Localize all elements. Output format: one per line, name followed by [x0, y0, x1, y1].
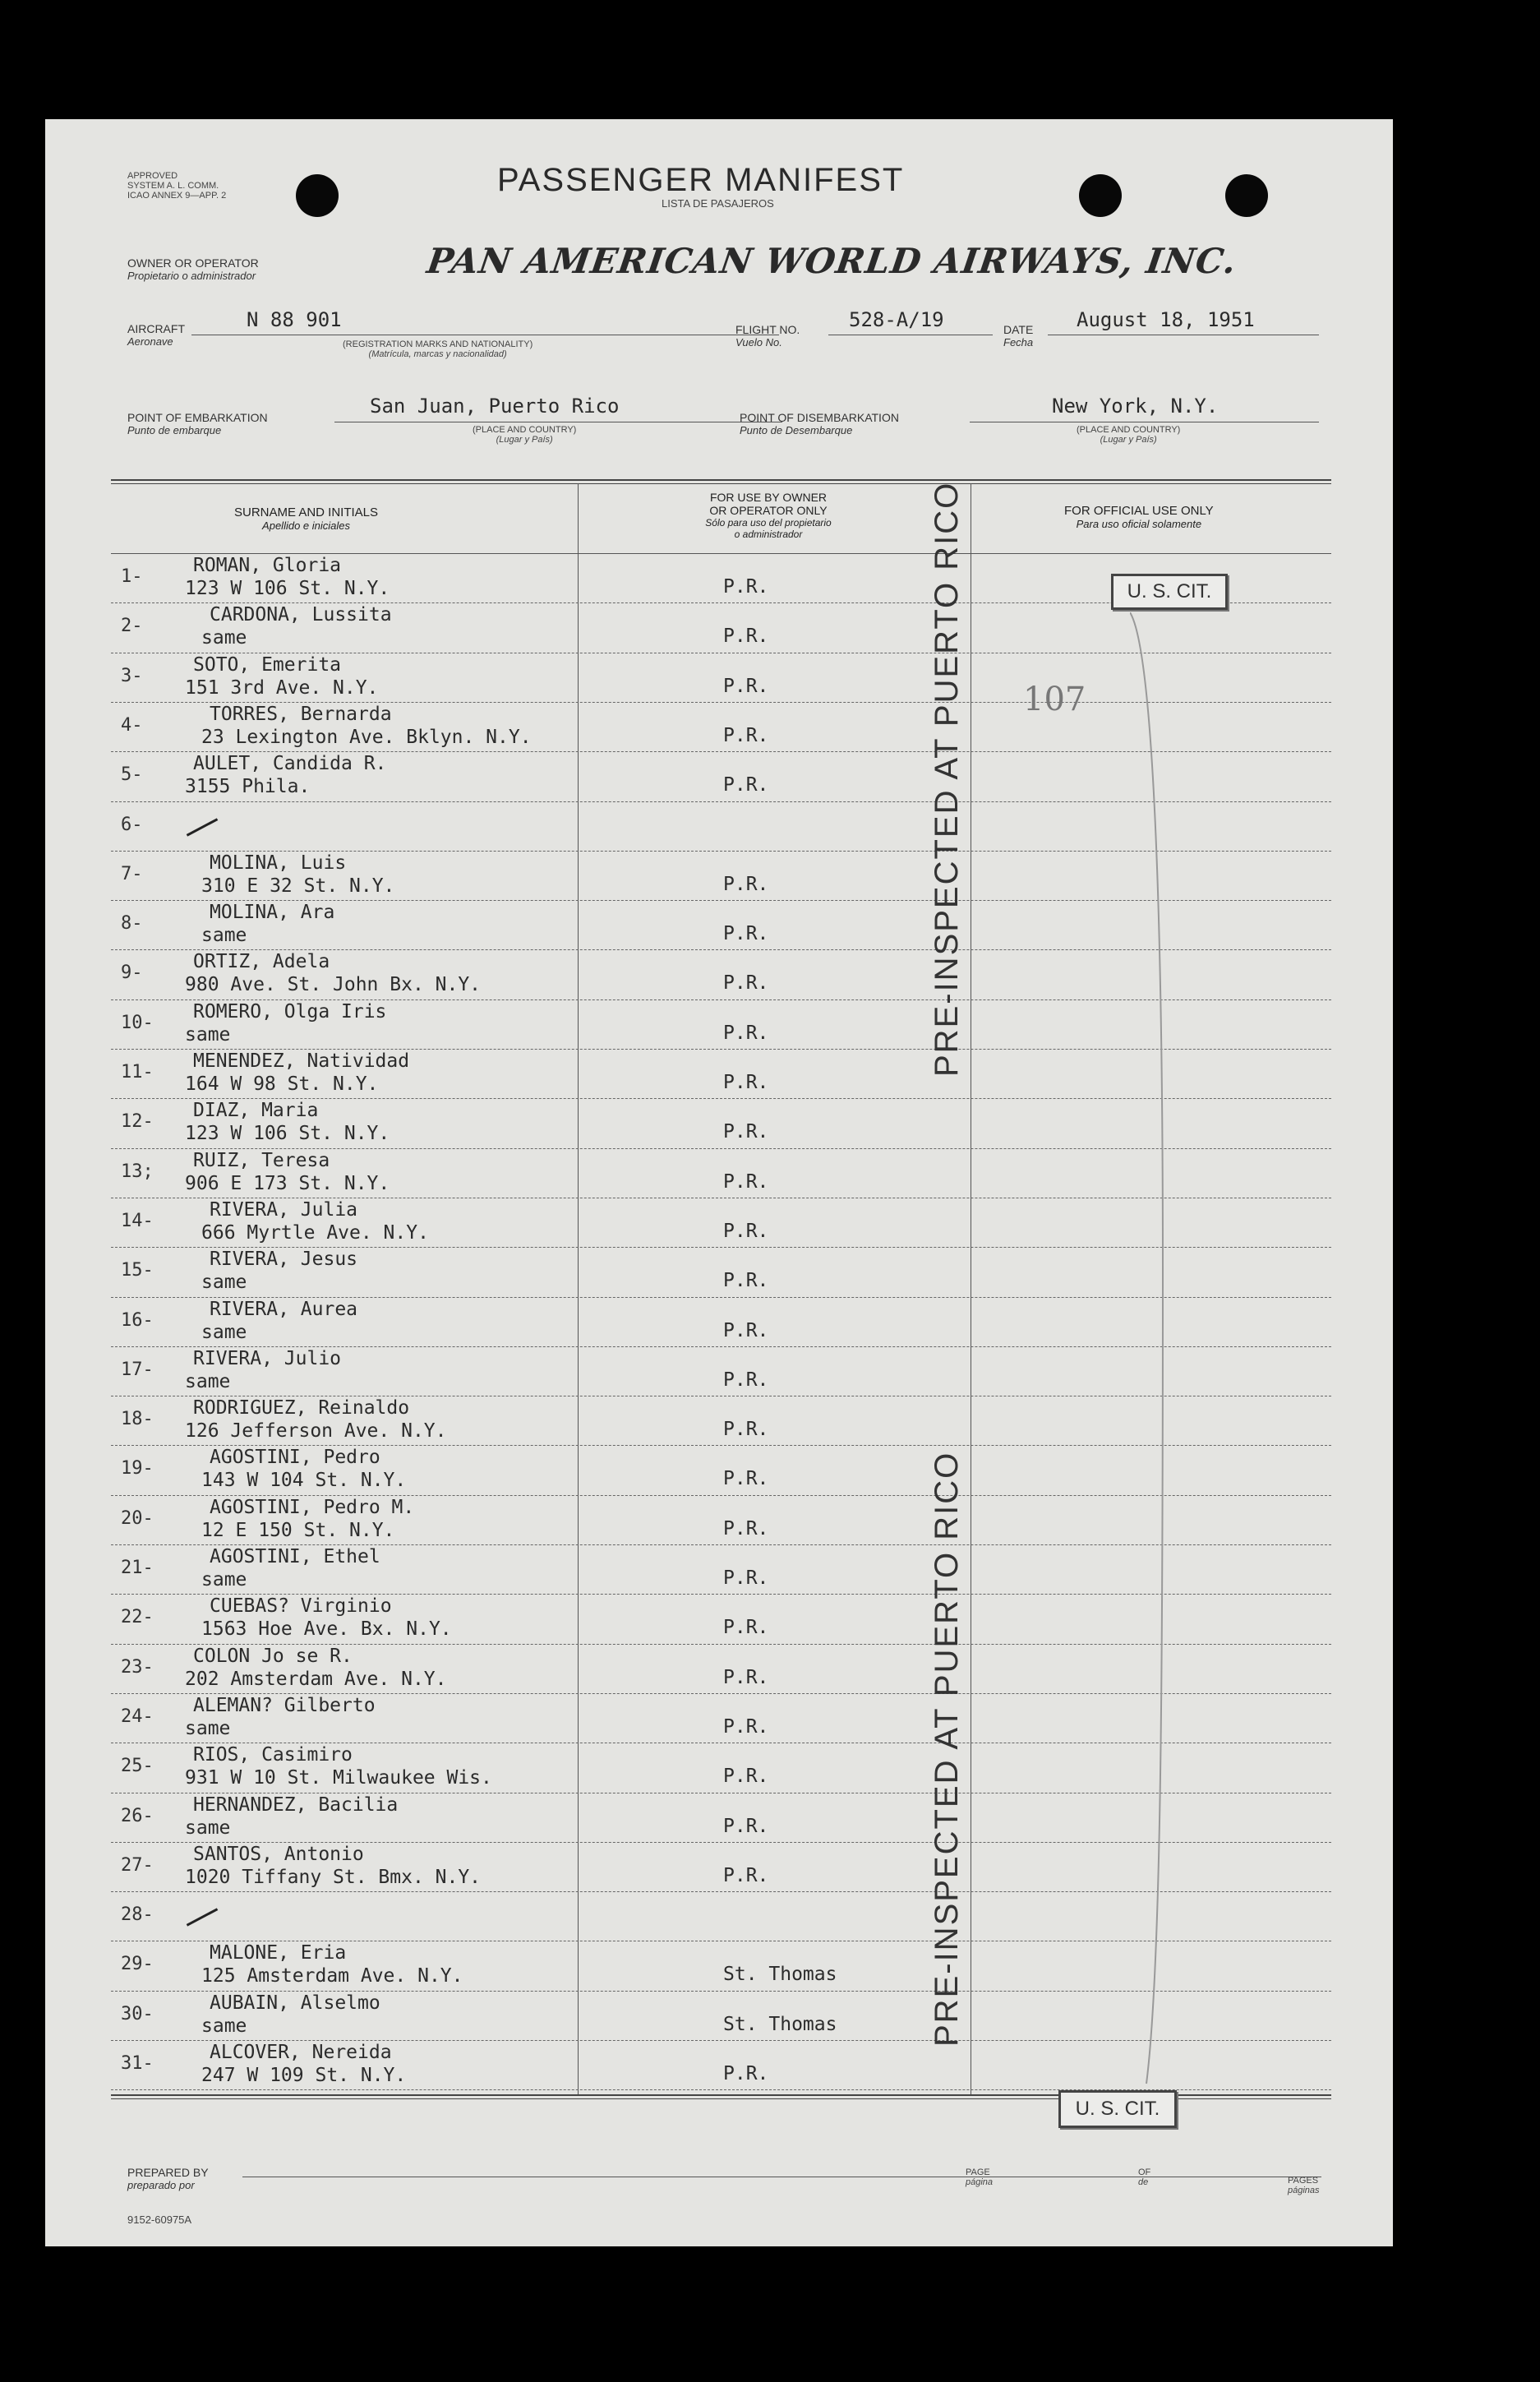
row-number: 7-	[121, 863, 143, 884]
passenger-address: same	[185, 1370, 231, 1392]
owner-use-entry: P.R.	[723, 774, 769, 796]
passenger-address: same	[201, 2015, 247, 2037]
owner-use-entry: P.R.	[723, 626, 769, 648]
passenger-name: COLON Jo se R.	[193, 1645, 353, 1667]
official-use-column-header: FOR OFFICIAL USE ONLY Para uso oficial solamente	[1064, 504, 1214, 530]
aircraft-caption: (REGISTRATION MARKS AND NATIONALITY) (Matrícula, marcas y nacionalidad)	[343, 339, 533, 359]
prepared-by-label: PREPARED BY preparado por	[127, 2166, 209, 2191]
flight-label: FLIGHT NO. Vuelo No.	[735, 323, 800, 349]
us-citizen-stamp: U. S. CIT.	[1058, 2090, 1177, 2128]
owner-use-entry: P.R.	[723, 1864, 769, 1886]
passenger-name: ALEMAN? Gilberto	[193, 1694, 376, 1716]
passenger-name: HERNANDEZ, Bacilia	[193, 1793, 399, 1816]
owner-use-entry: P.R.	[723, 1072, 769, 1093]
passenger-name: RIVERA, Aurea	[210, 1298, 358, 1320]
passenger-name: ALCOVER, Nereida	[210, 2042, 392, 2063]
passenger-name: RUIZ, Teresa	[193, 1149, 330, 1171]
row-number: 15-	[121, 1260, 154, 1281]
row-number: 11-	[121, 1062, 154, 1083]
passenger-address: 151 3rd Ave. N.Y.	[185, 676, 379, 699]
passenger-name: MOLINA, Luis	[210, 852, 347, 874]
passenger-address: 3155 Phila.	[185, 776, 311, 798]
passenger-address: 164 W 98 St. N.Y.	[185, 1073, 379, 1095]
passenger-name: DIAZ, Maria	[193, 1100, 319, 1122]
handwritten-count: 107	[1023, 681, 1086, 718]
owner-use-entry: P.R.	[723, 1022, 769, 1044]
passenger-name: MOLINA, Ara	[210, 902, 335, 924]
preinspected-stamp: PRE-INSPECTED AT PUERTO RICO	[929, 1451, 965, 2047]
passenger-address: 1020 Tiffany St. Bmx. N.Y.	[185, 1866, 482, 1888]
disembarkation-value: New York, N.Y.	[1052, 395, 1219, 418]
owner-use-entry: P.R.	[723, 1369, 769, 1391]
owner-use-entry: St. Thomas	[723, 1964, 837, 1986]
row-number: 6-	[121, 814, 143, 835]
passenger-address: 666 Myrtle Ave. N.Y.	[201, 1221, 429, 1244]
surname-column-header: SURNAME AND INITIALS Apellido e iniciales	[234, 505, 379, 532]
row-number: 5-	[121, 764, 143, 786]
owner-use-entry: P.R.	[723, 1567, 769, 1589]
approval-line-1: APPROVED	[127, 171, 178, 181]
page-label: PAGE página	[966, 2167, 994, 2187]
row-number: 21-	[121, 1558, 154, 1578]
passenger-address: 126 Jefferson Ave. N.Y.	[185, 1420, 447, 1443]
passenger-address: 143 W 104 St. N.Y.	[201, 1470, 407, 1492]
aircraft-value: N 88 901	[247, 308, 342, 331]
row-number: 24-	[121, 1706, 154, 1727]
owner-use-entry: P.R.	[723, 1319, 769, 1341]
passenger-name: ROMAN, Gloria	[193, 555, 342, 576]
owner-use-entry: P.R.	[723, 923, 769, 945]
owner-use-entry: P.R.	[723, 724, 769, 746]
passenger-address: same	[201, 925, 247, 947]
passenger-name: AGOSTINI, Ethel	[210, 1546, 380, 1567]
passenger-address: 1563 Hoe Ave. Bx. N.Y.	[201, 1618, 452, 1641]
owner-use-entry: P.R.	[723, 873, 769, 895]
passenger-name: ROMERO, Olga Iris	[193, 1000, 387, 1023]
form-code: 9152-60975A	[127, 2214, 192, 2226]
owner-use-column-header: FOR USE BY OWNER OR OPERATOR ONLY Sólo para uso del propietario o administrador	[705, 491, 832, 540]
owner-use-entry: P.R.	[723, 1121, 769, 1143]
row-number: 29-	[121, 1954, 154, 1975]
passenger-name: CUEBAS? Virginio	[210, 1595, 392, 1618]
row-number: 4-	[121, 714, 143, 736]
owner-use-entry: P.R.	[723, 1170, 769, 1193]
owner-use-entry: P.R.	[723, 972, 769, 995]
owner-use-entry: P.R.	[723, 1270, 769, 1292]
owner-use-entry: P.R.	[723, 1715, 769, 1738]
passenger-name: RIVERA, Julia	[210, 1198, 358, 1221]
passenger-address: same	[201, 1321, 247, 1343]
owner-use-entry: P.R.	[723, 1468, 769, 1490]
passenger-address: 12 E 150 St. N.Y.	[201, 1519, 395, 1541]
owner-use-entry: P.R.	[723, 1517, 769, 1540]
row-number: 28-	[121, 1904, 154, 1926]
date-value: August 18, 1951	[1077, 308, 1255, 331]
row-number: 31-	[121, 2053, 154, 2074]
flight-value: 528-A/19	[849, 308, 944, 331]
row-number: 9-	[121, 962, 143, 984]
row-number: 1-	[121, 566, 143, 587]
passenger-address: 906 E 173 St. N.Y.	[185, 1172, 390, 1194]
row-number: 3-	[121, 665, 143, 686]
passenger-address: same	[201, 627, 247, 649]
passenger-address: same	[201, 1272, 247, 1294]
table-header-rule	[111, 553, 1331, 554]
row-number: 2-	[121, 616, 143, 637]
punch-hole	[296, 174, 339, 217]
owner-use-entry: P.R.	[723, 1766, 769, 1788]
preinspected-stamp: PRE-INSPECTED AT PUERTO RICO	[929, 481, 965, 1077]
airline-name: PAN AMERICAN WORLD AIRWAYS, INC.	[424, 241, 1240, 281]
passenger-name: MALONE, Eria	[210, 1942, 347, 1964]
passenger-address: same	[185, 1817, 231, 1839]
passenger-name: RODRIGUEZ, Reinaldo	[193, 1397, 410, 1420]
embarkation-value: San Juan, Puerto Rico	[370, 395, 620, 418]
passenger-name: SOTO, Emerita	[193, 653, 342, 676]
blank-row-mark	[187, 818, 218, 836]
of-label: OF de	[1138, 2167, 1151, 2187]
owner-use-entry: P.R.	[723, 1419, 769, 1441]
passenger-name: SANTOS, Antonio	[193, 1843, 364, 1865]
table-top-rule-2	[111, 483, 1331, 484]
owner-use-entry: P.R.	[723, 675, 769, 697]
row-number: 16-	[121, 1309, 154, 1331]
embarkation-label: POINT OF EMBARKATION Punto de embarque	[127, 411, 268, 436]
row-number: 20-	[121, 1507, 154, 1529]
passenger-address: 980 Ave. St. John Bx. N.Y.	[185, 974, 482, 996]
disembarkation-caption: (PLACE AND COUNTRY) (Lugar y País)	[1077, 425, 1181, 445]
row-number: 13;	[121, 1161, 154, 1182]
row-number: 14-	[121, 1210, 154, 1231]
passenger-name: AULET, Candida R.	[193, 753, 387, 775]
page-subtitle: LISTA DE PASAJEROS	[662, 197, 774, 210]
passenger-address: 931 W 10 St. Milwaukee Wis.	[185, 1767, 492, 1789]
column-divider-1	[578, 483, 579, 2094]
passenger-name: AUBAIN, Alselmo	[210, 1992, 380, 2014]
pages-label: PAGES páginas	[1288, 2176, 1320, 2195]
owner-use-entry: St. Thomas	[723, 2013, 837, 2035]
passenger-name: RIVERA, Jesus	[210, 1249, 358, 1271]
row-number: 19-	[121, 1458, 154, 1480]
passenger-name: AGOSTINI, Pedro M.	[210, 1496, 415, 1518]
row-number: 12-	[121, 1111, 154, 1133]
passenger-name: RIOS, Casimiro	[193, 1744, 353, 1766]
passenger-address: 247 W 109 St. N.Y.	[201, 2065, 407, 2086]
passenger-address: same	[185, 1023, 231, 1046]
passenger-name: ORTIZ, Adela	[193, 951, 330, 973]
approval-line-2: SYSTEM A. L. COMM.	[127, 181, 219, 191]
passenger-address: same	[185, 1717, 231, 1739]
punch-hole	[1079, 174, 1122, 217]
table-top-rule	[111, 479, 1331, 481]
row-number: 23-	[121, 1656, 154, 1678]
disembarkation-label: POINT OF DISEMBARKATION Punto de Desembarque	[740, 411, 899, 436]
passenger-name: TORRES, Bernarda	[210, 703, 392, 725]
passenger-address: 123 W 106 St. N.Y.	[185, 1123, 390, 1145]
passenger-name: AGOSTINI, Pedro	[210, 1447, 380, 1469]
owner-use-entry: P.R.	[723, 2063, 769, 2084]
owner-use-entry: P.R.	[723, 1617, 769, 1639]
row-number: 30-	[121, 2003, 154, 2024]
row-number: 25-	[121, 1756, 154, 1777]
passenger-address: 123 W 106 St. N.Y.	[185, 578, 390, 599]
passenger-name: MENENDEZ, Natividad	[193, 1050, 410, 1072]
manifest-page	[45, 119, 1393, 2246]
passenger-name: RIVERA, Julio	[193, 1347, 342, 1369]
owner-use-entry: P.R.	[723, 1220, 769, 1242]
page-title: PASSENGER MANIFEST	[497, 162, 905, 198]
row-number: 22-	[121, 1607, 154, 1628]
us-citizen-stamp: U. S. CIT.	[1111, 574, 1228, 610]
passenger-address: 202 Amsterdam Ave. N.Y.	[185, 1668, 447, 1690]
row-number: 26-	[121, 1805, 154, 1826]
owner-use-entry: P.R.	[723, 1815, 769, 1837]
passenger-address: 23 Lexington Ave. Bklyn. N.Y.	[201, 726, 532, 748]
aircraft-label: AIRCRAFT Aeronave	[127, 322, 185, 348]
row-number: 18-	[121, 1409, 154, 1430]
row-number: 17-	[121, 1359, 154, 1380]
blank-row-mark	[187, 1908, 218, 1926]
passenger-address: 310 E 32 St. N.Y.	[201, 875, 395, 897]
row-number: 10-	[121, 1012, 154, 1033]
passenger-address: 125 Amsterdam Ave. N.Y.	[201, 1965, 463, 1987]
handwritten-bracket	[1130, 612, 1196, 2092]
date-label: DATE Fecha	[1003, 323, 1034, 349]
owner-use-entry: P.R.	[723, 1666, 769, 1688]
owner-label: OWNER OR OPERATOR Propietario o administrador	[127, 256, 259, 282]
passenger-address: same	[201, 1569, 247, 1590]
approval-note	[127, 171, 226, 201]
embarkation-caption: (PLACE AND COUNTRY) (Lugar y País)	[473, 425, 577, 445]
approval-line-3: ICAO ANNEX 9—APP. 2	[127, 191, 227, 201]
row-number: 27-	[121, 1854, 154, 1876]
punch-hole	[1225, 174, 1268, 217]
passenger-name: CARDONA, Lussita	[210, 604, 392, 626]
owner-use-entry: P.R.	[723, 576, 769, 598]
row-number: 8-	[121, 913, 143, 935]
